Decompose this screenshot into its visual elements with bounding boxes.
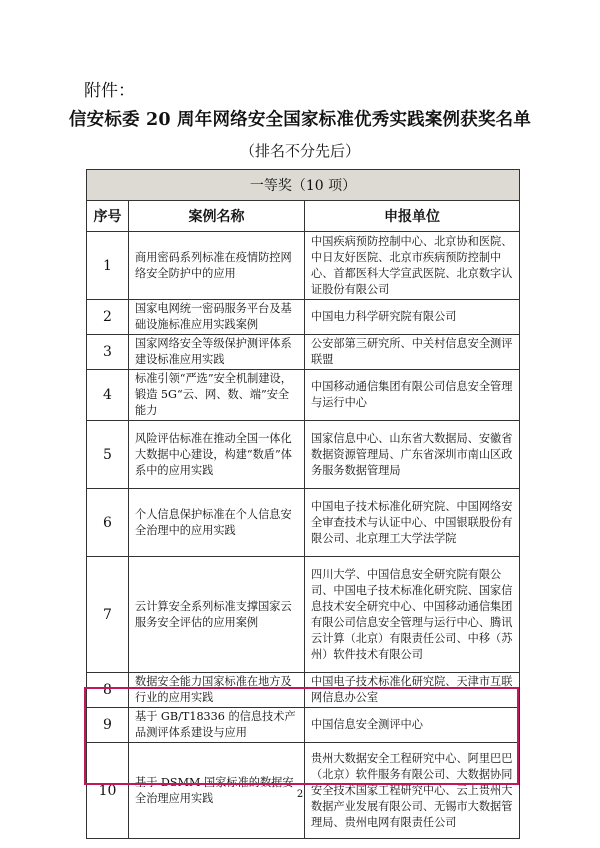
applicant-unit: 中国电子技术标准化研究院、天津市互联网信息办公室 [305,673,520,708]
row-number: 9 [87,708,129,743]
case-name: 风险评估标准在推动全国一体化大数据中心建设，构建“数盾”体系中的应用实践 [129,421,305,489]
page-number: 2 [296,789,304,800]
case-name: 商用密码系列标准在疫情防控网络安全防护中的应用 [129,232,305,300]
table-row [87,300,520,335]
case-name: 标准引领“严选”安全机制建设，锻造 5G“云、网、数、端”安全能力 [129,370,305,421]
row-number: 2 [87,300,129,335]
applicant-unit: 贵州大数据安全工程研究中心、阿里巴巴（北京）软件服务有限公司、大数据协同安全技术国家工程研究中心、云上贵州大数据产业发展有限公司、无锡市大数据管理局、贵州电网有限责任公司 [305,743,520,839]
row-number: 8 [87,673,129,708]
table-row [87,557,520,673]
grade-band: 一等奖（10 项） [87,170,520,201]
case-name: 国家网络安全等级保护测评体系建设标准应用实践 [129,335,305,370]
applicant-unit: 国家信息中心、山东省大数据局、安徽省数据资源管理局、广东省深圳市南山区政务服务数据管理局 [305,421,520,489]
case-name: 国家电网统一密码服务平台及基础设施标准应用实践案例 [129,300,305,335]
row-number: 10 [87,743,129,839]
award-table [86,169,520,839]
row-number: 3 [87,335,129,370]
table-row [87,673,520,708]
document-title: 信安标委 20 周年网络安全国家标准优秀实践案例获奖名单 [68,110,532,130]
header-no: 序号 [87,201,129,232]
header-name: 案例名称 [129,201,305,232]
row-number: 6 [87,489,129,557]
table-row [87,370,520,421]
attachment-label: 附件： [84,81,135,101]
table-row [87,489,520,557]
case-name: 基于 DSMM 国家标准的数据安全治理应用实践 [129,743,305,839]
applicant-unit: 公安部第三研究所、中关村信息安全测评联盟 [305,335,520,370]
applicant-unit: 四川大学、中国信息安全研究院有限公司、中国电子技术标准化研究院、国家信息技术安全研究中心、中国移动通信集团有限公司信息安全管理与运行中心、腾讯云计算（北京）有限责任公司、中移（苏州）软件技术有限公司 [305,557,520,673]
row-number: 4 [87,370,129,421]
document-subtitle: （排名不分先后） [239,142,360,160]
row-number: 1 [87,232,129,300]
case-name: 个人信息保护标准在个人信息安全治理中的应用实践 [129,489,305,557]
applicant-unit: 中国电力科学研究院有限公司 [305,300,520,335]
applicant-unit: 中国疾病预防控制中心、北京协和医院、中日友好医院、北京市疾病预防控制中心、首都医科大学宣武医院、北京数字认证股份有限公司 [305,232,520,300]
table-row [87,421,520,489]
table-row [87,708,520,743]
table-row [87,335,520,370]
case-name: 云计算安全系列标准支撑国家云服务安全评估的应用案例 [129,557,305,673]
row-number: 7 [87,557,129,673]
row-number: 5 [87,421,129,489]
header-unit: 申报单位 [305,201,520,232]
table-row [87,232,520,300]
case-name: 数据安全能力国家标准在地方及行业的应用实践 [129,673,305,708]
case-name: 基于 GB/T18336 的信息技术产品测评体系建设与应用 [129,708,305,743]
applicant-unit: 中国移动通信集团有限公司信息安全管理与运行中心 [305,370,520,421]
applicant-unit: 中国信息安全测评中心 [305,708,520,743]
applicant-unit: 中国电子技术标准化研究院、中国网络安全审查技术与认证中心、中国银联股份有限公司、北京理工大学法学院 [305,489,520,557]
